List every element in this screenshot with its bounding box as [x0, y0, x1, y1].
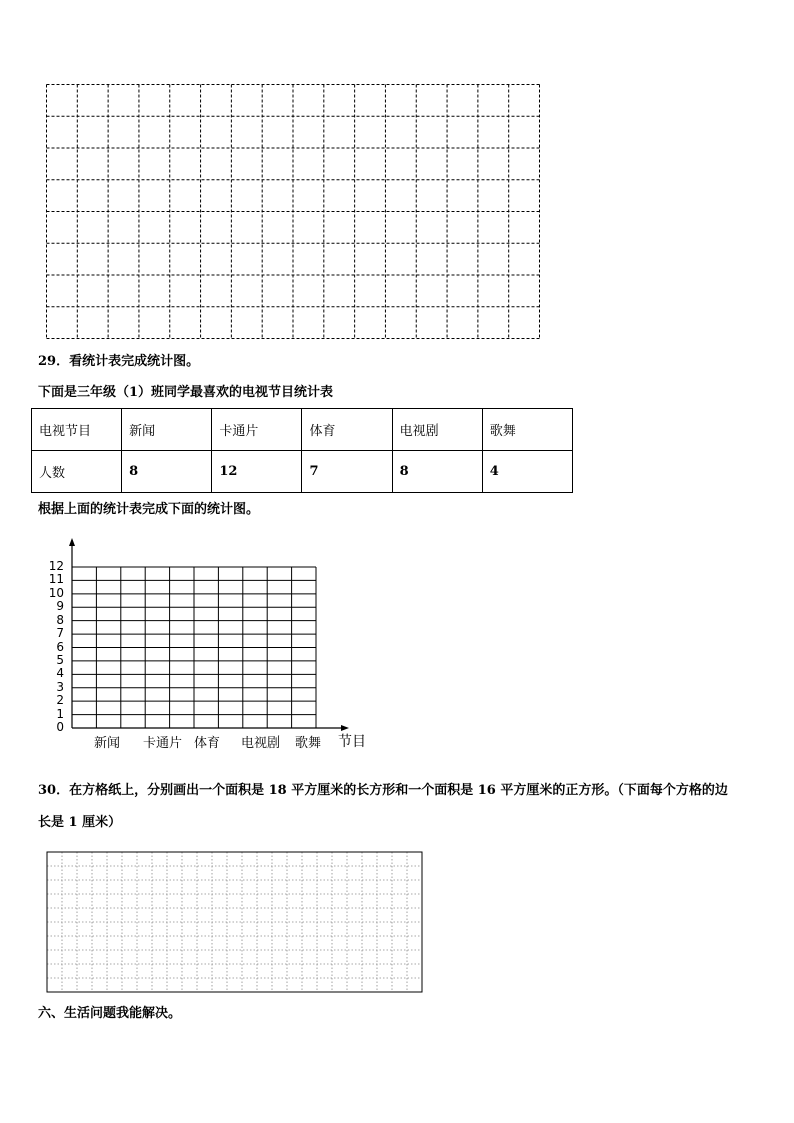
count-cell: 4	[482, 451, 572, 493]
section6-title: 六、生活问题我能解决。	[38, 1006, 182, 1021]
q29-instruction: 根据上面的统计表完成下面的统计图。	[38, 502, 260, 517]
y-tick-label: 5	[56, 652, 64, 667]
tv-program-stat-table	[31, 408, 573, 493]
table-row	[32, 451, 573, 493]
top-writing-grid	[45, 83, 541, 341]
count-cell: 12	[212, 451, 302, 493]
x-category-label: 体育	[194, 736, 221, 751]
q29-table-caption: 下面是三年级（1）班同学最喜欢的电视节目统计表	[38, 385, 334, 400]
x-axis-title: 节目	[338, 734, 366, 750]
program-cell: 体育	[302, 409, 392, 451]
row-label: 人数	[32, 451, 122, 493]
table-row	[32, 409, 573, 451]
y-tick-label: 1	[56, 706, 64, 721]
y-tick-label: 8	[56, 612, 64, 627]
y-tick-label: 2	[56, 693, 64, 708]
y-tick-label: 11	[48, 572, 64, 587]
program-cell: 歌舞	[482, 409, 572, 451]
y-tick-label: 6	[56, 639, 64, 654]
x-category-label: 歌舞	[295, 736, 322, 751]
count-cell: 7	[302, 451, 392, 493]
y-tick-label: 10	[48, 585, 64, 600]
square-grid-paper	[46, 851, 424, 994]
y-tick-label: 9	[56, 599, 64, 614]
q30-line2: 长是 1 厘米）	[38, 815, 122, 830]
y-tick-label: 12	[48, 559, 64, 573]
y-tick-label: 7	[56, 626, 64, 641]
program-cell: 卡通片	[212, 409, 302, 451]
blank-bar-chart	[0, 530, 400, 760]
y-tick-label: 3	[56, 679, 64, 694]
y-axis-arrow	[69, 538, 75, 546]
q30-line1: 30．在方格纸上，分别画出一个面积是 18 平方厘米的长方形和一个面积是 16 平方厘米的正方形。（下面每个方格的边	[38, 783, 728, 798]
x-category-label: 电视剧	[241, 736, 281, 751]
count-cell: 8	[122, 451, 212, 493]
x-axis-arrow	[341, 725, 349, 731]
x-category-label: 卡通片	[143, 736, 183, 751]
header-label: 电视节目	[32, 409, 122, 451]
y-tick-label: 0	[56, 720, 64, 734]
program-cell: 新闻	[122, 409, 212, 451]
q29-title: 29．看统计表完成统计图。	[38, 354, 200, 369]
x-category-label: 新闻	[94, 736, 121, 751]
program-cell: 电视剧	[392, 409, 482, 451]
count-cell: 8	[392, 451, 482, 493]
y-tick-label: 4	[56, 666, 64, 681]
